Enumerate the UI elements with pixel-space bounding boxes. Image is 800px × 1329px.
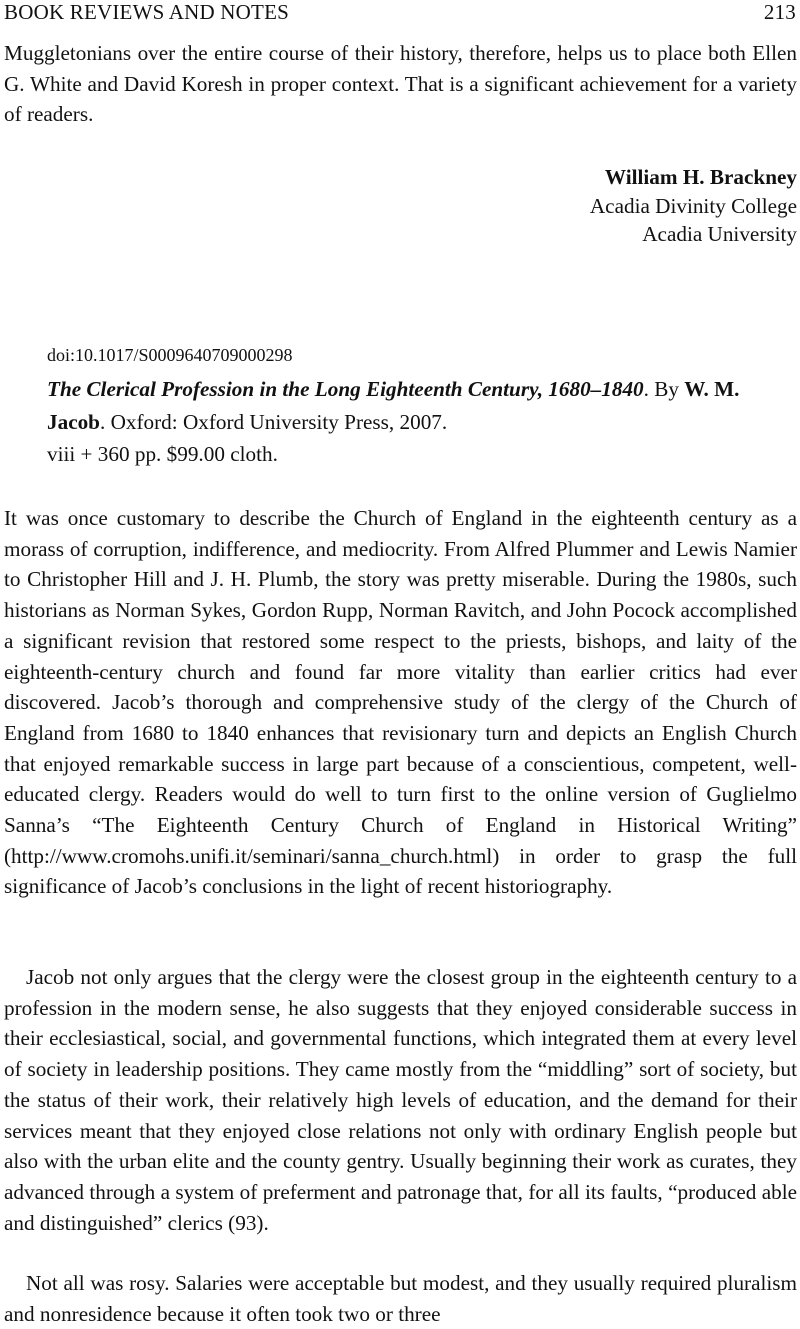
reviewer-affiliation-1: Acadia Divinity College xyxy=(589,193,797,218)
book-citation xyxy=(47,373,747,471)
reviewer-signature xyxy=(590,163,797,249)
review-paragraph-1: It was once customary to describe the Church of England in the eighteenth century as a morass of corruption, indifference, and mediocrity. From Alfred Plummer and Lewis Namier to Christopher Hill and J. H. Plumb, the story was pretty miserable. During the 1980s, such historians as Norman Sykes, Gordon Rupp, Norman Ravitch, and John Pocock accomplished a significant revision that restored some respect to the priests, bishops, and laity of the eighteenth-century church and found far more vitality than earlier critics had ever discovered. Jacob’s thorough and comprehensive study of the clergy of the Church of England from 1680 to 1840 enhances that revisionary turn and depicts an English Church that enjoyed remarkable success in large part because of a conscientious, competent, well-educated clergy. Readers would do well to turn first to the online version of Guglielmo Sanna’s “The Eighteenth Century Church of England in Historical Writing” (http://www.cromohs.unifi.it/seminari/sanna_church.html) in order to grasp the full significance of Jacob’s conclusions in the light of recent historiography. xyxy=(4,506,797,899)
citation-by: . By xyxy=(643,377,685,401)
running-head xyxy=(4,0,796,26)
doi: doi:10.1017/S0009640709000298 xyxy=(47,345,293,365)
publication-details: . Oxford: Oxford University Press, 2007. xyxy=(99,409,448,434)
review-paragraph-2: Jacob not only argues that the clergy were the closest group in the eighteenth century to a profession in the modern sense, he also suggests that they enjoyed considerable success in their ecclesiastical, social, and governmental functions, which integrated them at every level of society in leadership positions. They came mostly from the “middling” sort of society, but the status of their work, their relatively high levels of education, and the demand for their services meant that they enjoyed close relations not only with ordinary English people but also with the urban elite and the county gentry. Usually beginning their work as curates, they advanced through a system of preferment and patronage that, for all its faults, “produced able and distinguished” clerics (93). xyxy=(4,965,797,1235)
book-title: The Clerical Profession in the Long Eighteenth Century, 1680–1840 xyxy=(47,377,644,401)
book-extent-price: viii + 360 pp. $99.00 cloth. xyxy=(47,442,278,466)
reviewer-affiliation-2: Acadia University xyxy=(642,222,797,246)
page-number: 213 xyxy=(763,0,796,24)
previous-review-closing-paragraph: Muggletonians over the entire course of their history, therefore, helps us to place both Ellen G. White and David Koresh in proper context. That is a significant achievement for a variety of readers. xyxy=(4,41,797,127)
section-title: BOOK REVIEWS AND NOTES xyxy=(4,0,289,24)
review-paragraph-3: Not all was rosy. Salaries were acceptable but modest, and they usually required pluralism and nonresidence because it often took two or three xyxy=(4,1271,797,1326)
review-heading xyxy=(47,343,747,471)
book-author: W. M. Jacob xyxy=(47,377,740,434)
reviewer-name: William H. Brackney xyxy=(604,165,797,189)
